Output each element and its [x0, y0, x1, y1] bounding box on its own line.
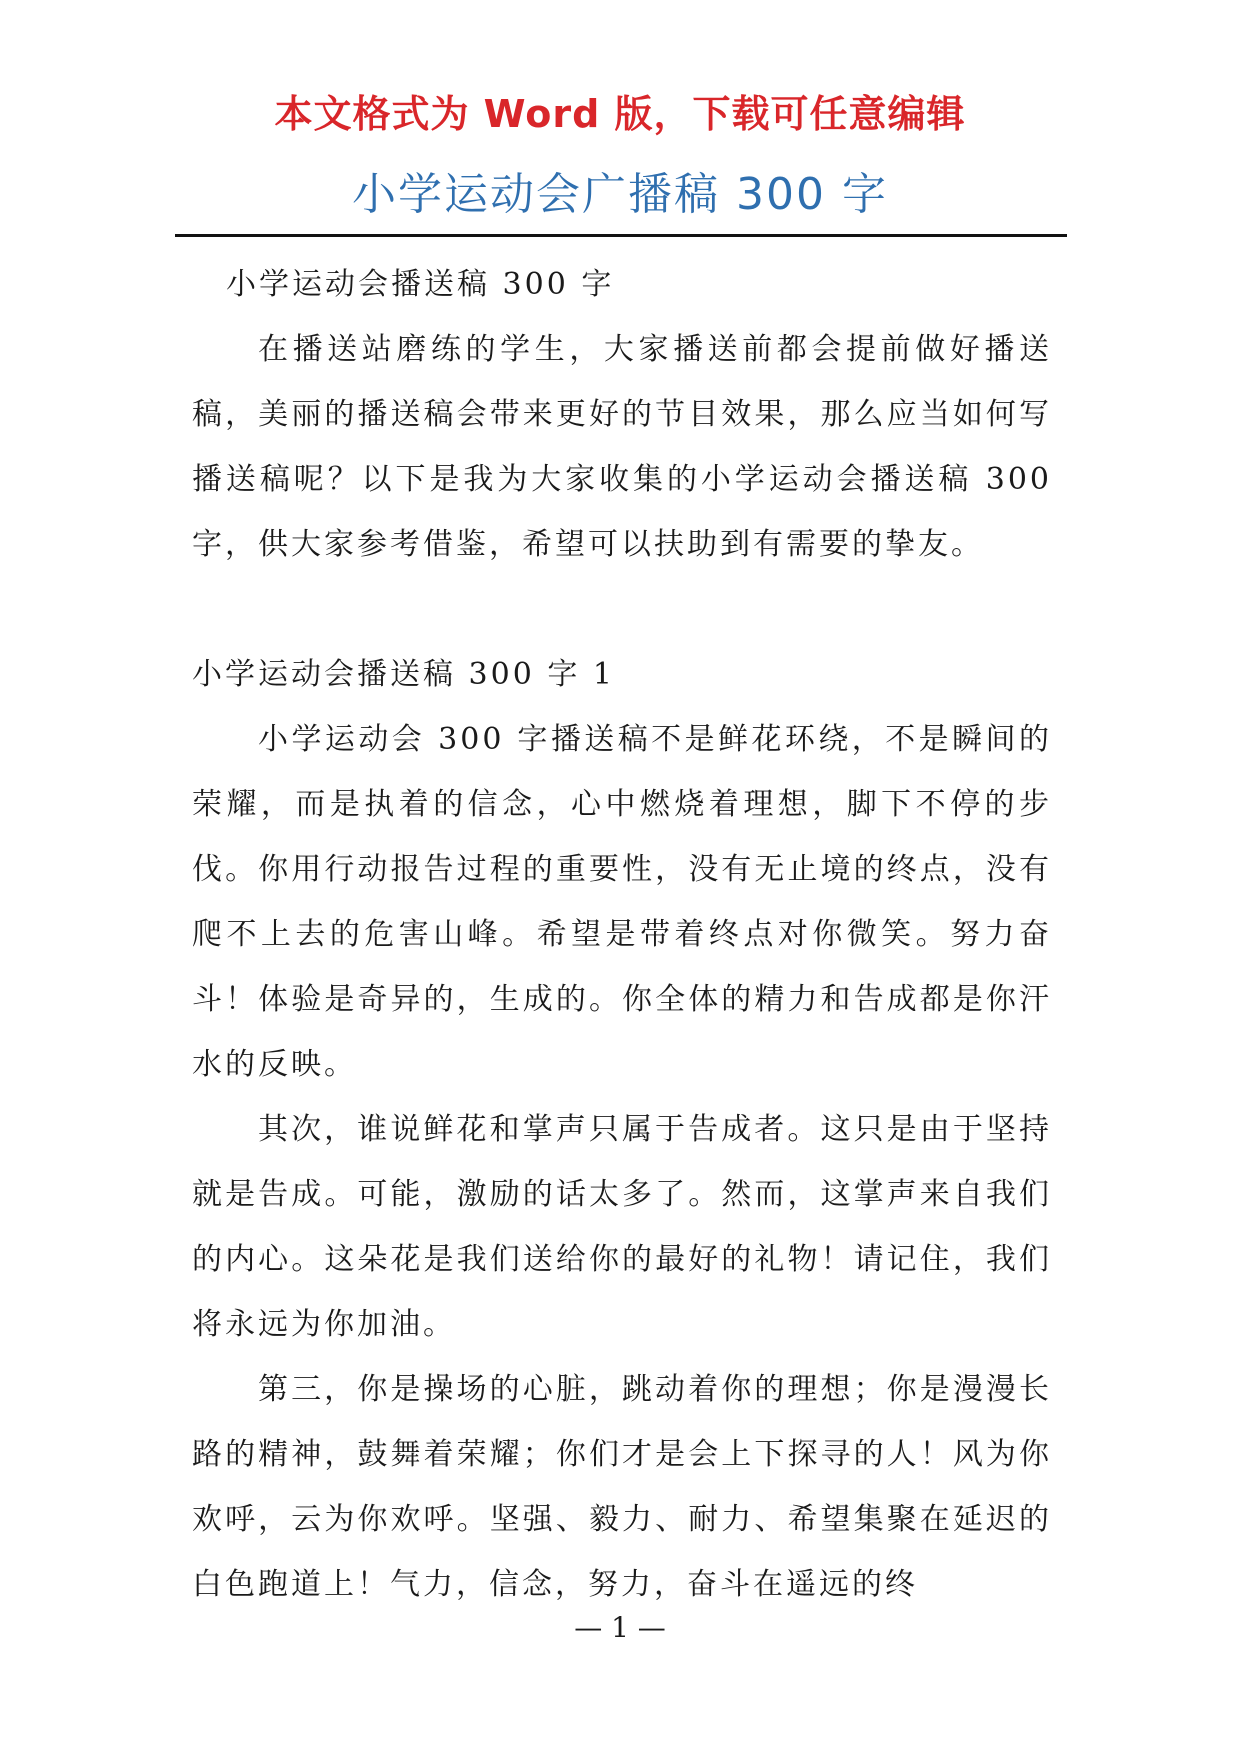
intro-paragraph: 在播送站磨练的学生，大家播送前都会提前做好播送稿，美丽的播送稿会带来更好的节目效果，那么应当如何写播送稿呢？以下是我为大家收集的小学运动会播送稿 300 字，供大家参考借鉴，希望可以扶助到有需要的挚友。 [192, 332, 1052, 562]
paragraph-spacer [192, 577, 1052, 642]
document-title: 小学运动会广播稿 300 字 [352, 169, 888, 220]
page-number: — 1 — [574, 1611, 666, 1644]
body-paragraph-1: 小学运动会 300 字播送稿不是鲜花环绕，不是瞬间的荣耀，而是执着的信念，心中燃烧着理想，脚下不停的步伐。你用行动报告过程的重要性，没有无止境的终点，没有爬不上去的危害山峰。希望是带着终点对你微笑。努力奋斗！体验是奇异的，生成的。你全体的精力和告成都是你汗水的反映。 [192, 722, 1052, 1082]
document-body [192, 252, 1052, 1617]
title-divider [175, 234, 1067, 237]
body-paragraph-2: 其次，谁说鲜花和掌声只属于告成者。这只是由于坚持就是告成。可能，激励的话太多了。然而，这掌声来自我们的内心。这朵花是我们送给你的最好的礼物！请记住，我们将永远为你加油。 [192, 1112, 1052, 1342]
edit-notice-banner: 本文格式为 Word 版，下载可任意编辑 [274, 92, 966, 136]
section-heading: 小学运动会播送稿 300 字 1 [192, 657, 615, 692]
body-paragraph-3: 第三，你是操场的心脏，跳动着你的理想；你是漫漫长路的精神，鼓舞着荣耀；你们才是会上下探寻的人！风为你欢呼，云为你欢呼。坚强、毅力、耐力、希望集聚在延迟的白色跑道上！气力，信念，努力，奋斗在遥远的终 [192, 1372, 1052, 1602]
article-subtitle: 小学运动会播送稿 300 字 [226, 267, 615, 302]
